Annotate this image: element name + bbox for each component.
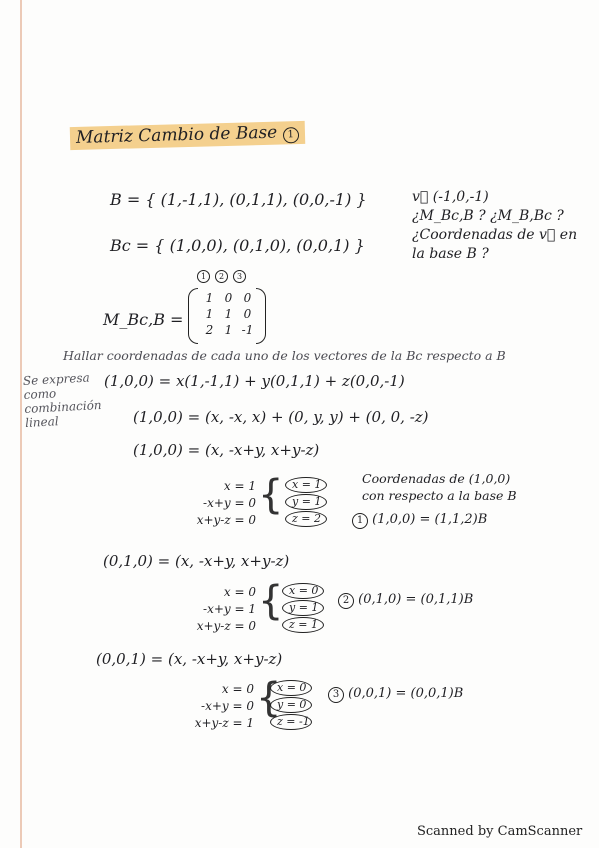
- solution-value: y = 1: [285, 494, 327, 510]
- solution-value: z = 2: [285, 511, 327, 527]
- step2-solution: [282, 583, 324, 634]
- matrix-cell: 2: [205, 323, 214, 337]
- step1-solution: [285, 477, 327, 528]
- margin-note-line: como: [23, 386, 57, 403]
- page-margin-line: [20, 0, 22, 848]
- step1-result-number: 1: [352, 513, 368, 529]
- step1-linear-combination: (1,0,0) = x(1,-1,1) + y(0,1,1) + z(0,0,-1): [104, 372, 405, 390]
- system-equation: x = 1: [223, 479, 256, 493]
- side-note-question-matrices: ¿M_Bc,B ? ¿M_B,Bc ?: [412, 208, 564, 224]
- title-text: Matriz Cambio de Base: [75, 122, 278, 148]
- margin-note: [23, 370, 103, 430]
- solution-value: x = 1: [285, 477, 327, 493]
- step1-note-line: con respecto a la base B: [362, 488, 517, 503]
- change-of-basis-matrix: [188, 288, 266, 344]
- matrix-cell: 1: [205, 291, 214, 305]
- matrix-cell: 1: [205, 307, 214, 321]
- matrix-column-numbers: [197, 270, 251, 283]
- matrix-row: [200, 322, 257, 338]
- title-number-circle: 1: [283, 127, 299, 143]
- margin-note-line: lineal: [24, 414, 59, 430]
- basis-b: B = { (1,-1,1), (0,1,1), (0,0,-1) }: [110, 190, 367, 209]
- step1-note-line: Coordenadas de (1,0,0): [362, 471, 511, 486]
- step3-brace: {: [256, 675, 282, 721]
- step3-system: [150, 681, 254, 732]
- solution-value: z = -1: [270, 714, 312, 730]
- system-equation: x+y-z = 0: [196, 619, 256, 633]
- side-notes: [412, 188, 577, 264]
- system-equation: -x+y = 0: [203, 496, 256, 510]
- matrix-cell: 0: [224, 291, 233, 305]
- matrix-cell: 0: [243, 307, 252, 321]
- step3-result: [328, 686, 463, 703]
- matrix-row: [200, 290, 257, 306]
- step2-result-number: 2: [338, 593, 354, 609]
- margin-note-line: Se expresa: [22, 370, 91, 389]
- step2-result-text: (0,1,0) = (0,1,1)B: [358, 592, 474, 607]
- instruction: Hallar coordenadas de cada uno de los vectores de la Bc respecto a B: [63, 348, 506, 363]
- matrix-left-bracket: [188, 288, 198, 344]
- system-equation: -x+y = 0: [201, 699, 254, 713]
- side-note-question-coords: ¿Coordenadas de v⃗ en: [412, 227, 578, 243]
- step2-brace: {: [258, 578, 284, 624]
- step1-result-text: (1,0,0) = (1,1,2)B: [372, 512, 488, 527]
- solution-value: y = 0: [270, 697, 312, 713]
- side-note-vector: v⃗ (-1,0,-1): [412, 189, 489, 205]
- matrix-cell: 1: [224, 323, 233, 337]
- system-equation: -x+y = 1: [203, 602, 256, 616]
- step3-solution: [270, 680, 312, 731]
- matrix-entries: [200, 290, 257, 338]
- basis-bc: Bc = { (1,0,0), (0,1,0), (0,0,1) }: [110, 236, 365, 255]
- system-equation: x+y-z = 1: [194, 716, 254, 730]
- step2-system: [158, 584, 256, 635]
- step3-result-number: 3: [328, 687, 344, 703]
- step1-simplified: (1,0,0) = (x, -x+y, x+y-z): [133, 441, 320, 459]
- matrix-label: M_Bc,B =: [103, 310, 184, 329]
- solution-value: y = 1: [282, 600, 324, 616]
- matrix-cell: 1: [224, 307, 233, 321]
- matrix-right-bracket: [256, 288, 266, 344]
- step1-brace: {: [258, 472, 284, 518]
- column-number-1: 1: [197, 270, 210, 283]
- solution-value: z = 1: [282, 617, 324, 633]
- step1-result: [352, 512, 487, 529]
- column-number-2: 2: [215, 270, 228, 283]
- step1-note: [362, 470, 517, 504]
- matrix-row: [200, 306, 257, 322]
- solution-value: x = 0: [282, 583, 324, 599]
- step2-equation: (0,1,0) = (x, -x+y, x+y-z): [103, 552, 290, 570]
- step1-system: [158, 478, 256, 529]
- side-note-question-base: la base B ?: [412, 246, 489, 262]
- matrix-cell: -1: [241, 323, 254, 337]
- step3-equation: (0,0,1) = (x, -x+y, x+y-z): [96, 650, 283, 668]
- step1-expanded: (1,0,0) = (x, -x, x) + (0, y, y) + (0, 0, -z): [133, 408, 429, 426]
- system-equation: x = 0: [223, 585, 256, 599]
- step3-result-text: (0,0,1) = (0,0,1)B: [348, 686, 464, 701]
- page-title: [70, 121, 305, 150]
- step2-result: [338, 592, 473, 609]
- scanner-watermark: Scanned by CamScanner: [417, 824, 583, 839]
- solution-value: x = 0: [270, 680, 312, 696]
- matrix-cell: 0: [243, 291, 252, 305]
- column-number-3: 3: [233, 270, 246, 283]
- system-equation: x+y-z = 0: [196, 513, 256, 527]
- margin-note-line: combinación: [24, 397, 102, 417]
- system-equation: x = 0: [221, 682, 254, 696]
